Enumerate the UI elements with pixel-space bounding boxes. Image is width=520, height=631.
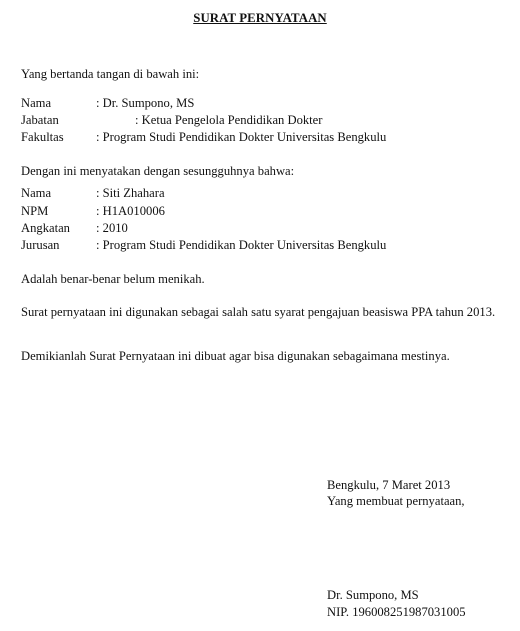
purpose-paragraph: Surat pernyataan ini digunakan sebagai salah satu syarat pengajuan beasiswa PPA tahun 2013. <box>21 305 496 319</box>
signature-maker: Yang membuat pernyataan, <box>327 494 465 508</box>
student-year-value: : 2010 <box>96 221 128 235</box>
student-year-label: Angkatan <box>21 221 70 235</box>
document-title: SURAT PERNYATAAN <box>193 11 327 25</box>
student-major-label: Jurusan <box>21 238 60 252</box>
signature-name: Dr. Sumpono, MS <box>327 588 419 602</box>
student-name-value: : Siti Zhahara <box>96 186 165 200</box>
signer-position-value: : Ketua Pengelola Pendidikan Dokter <box>135 113 323 127</box>
student-npm-label: NPM <box>21 204 49 218</box>
student-major-value: : Program Studi Pendidikan Dokter Universitas Bengkulu <box>96 238 387 252</box>
signer-position-label: Jabatan <box>21 113 59 127</box>
closing-text: Demikianlah Surat Pernyataan ini dibuat agar bisa digunakan sebagaimana mestinya. <box>21 349 450 363</box>
signature-place-date: Bengkulu, 7 Maret 2013 <box>327 478 451 492</box>
signature-nip: NIP. 196008251987031005 <box>327 605 466 619</box>
signer-name-value: : Dr. Sumpono, MS <box>96 96 195 110</box>
student-name-label: Nama <box>21 186 52 200</box>
signer-faculty-label: Fakultas <box>21 130 64 144</box>
signer-faculty-value: : Program Studi Pendidikan Dokter Universitas Bengkulu <box>96 130 387 144</box>
student-npm-value: : H1A010006 <box>96 204 165 218</box>
signer-name-label: Nama <box>21 96 52 110</box>
intro-text: Yang bertanda tangan di bawah ini: <box>21 67 200 81</box>
statement-intro-text: Dengan ini menyatakan dengan sesungguhnya bahwa: <box>21 164 295 178</box>
statement-text: Adalah benar-benar belum menikah. <box>21 272 205 286</box>
